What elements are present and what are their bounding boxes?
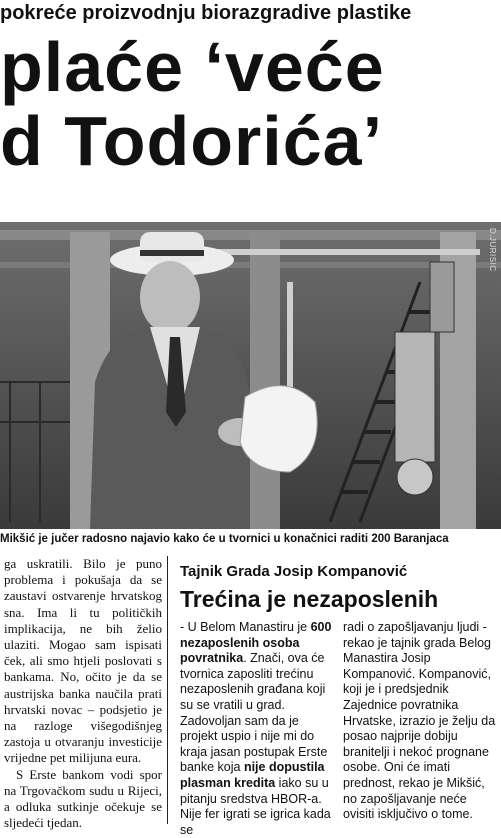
text-run: - U Belom Manastiru je — [180, 620, 311, 634]
headline-line-1: plaće ‘veće — [0, 30, 385, 106]
sidebar-headline: Trećina je nezaposlenih — [180, 586, 439, 612]
headline-line-2: d Todorića’ — [0, 102, 384, 178]
article-kicker: pokreće proizvodnju biorazgradive plastike — [0, 2, 412, 24]
article-photo — [0, 222, 501, 529]
body-paragraph: S Erste bankom vodi spor na Trgovačkom sudu u Rijeci, a odluka sutkinje očekuje se sljedeći tjedan. — [4, 766, 162, 831]
photo-caption: Mikšić je jučer radosno najavio kako će u tvornici u konačnici raditi 200 Baranjaca — [0, 533, 449, 545]
highlighted-text: 600 nezaposlenih osoba povratnika — [180, 620, 332, 666]
article-body-left-column — [4, 556, 162, 831]
highlighted-text: nije dopustila plasman kredita — [180, 760, 325, 790]
factory-photo-illustration — [0, 222, 501, 529]
photo-credit: D.JURISIC — [488, 228, 497, 272]
sidebar-kicker: Tajnik Grada Josip Kompanović — [180, 563, 408, 580]
sidebar-column-1 — [180, 620, 338, 838]
sidebar-column-2 — [343, 620, 499, 823]
sidebar-paragraph — [180, 620, 338, 838]
article-headline — [0, 30, 501, 178]
text-run: . Znači, ova će tvornica zaposliti trećinu nezaposlenih građana koji su se vratili u grad. Zadovoljan sam da je projekt uspio i nije mi do kraja jasan postupak Erste banke koja — [180, 651, 328, 775]
text-run: iako su u pitanju sredstva HBOR-a. Nije fer igrati se igrica kada se — [180, 775, 331, 837]
sidebar-paragraph: radi o zapošljavanju ljudi - rekao je tajnik grada Belog Manastira Josip Kompanović. Kompanović, koji je i predsjednik Zajednice povratnika Hrvatske, izrazio je želju da posao najprije dobiju branitelji i nekoć prognane osobe. Oni će imati prednost, rekao je Mikšić, no zapošljavanje neće ovisiti isključivo o tome. — [343, 620, 496, 822]
body-paragraph: ga uskratili. Bilo je puno problema i pokušaja da se zaustavi ostvarenje hrvatskog sna. Ima li tu političkih implikacija, ne bih želio ulaziti. Mogao sam ispisati ček, ali smo htjeli poslovati s bankama. No, očito je da se austrijska banka naučila prati hrvatski novac – podsjetio je na razloge višegodišnjeg zastoja u otvaranju investicije vrijedne pet milijuna eura. — [4, 556, 162, 766]
column-divider — [167, 556, 168, 824]
